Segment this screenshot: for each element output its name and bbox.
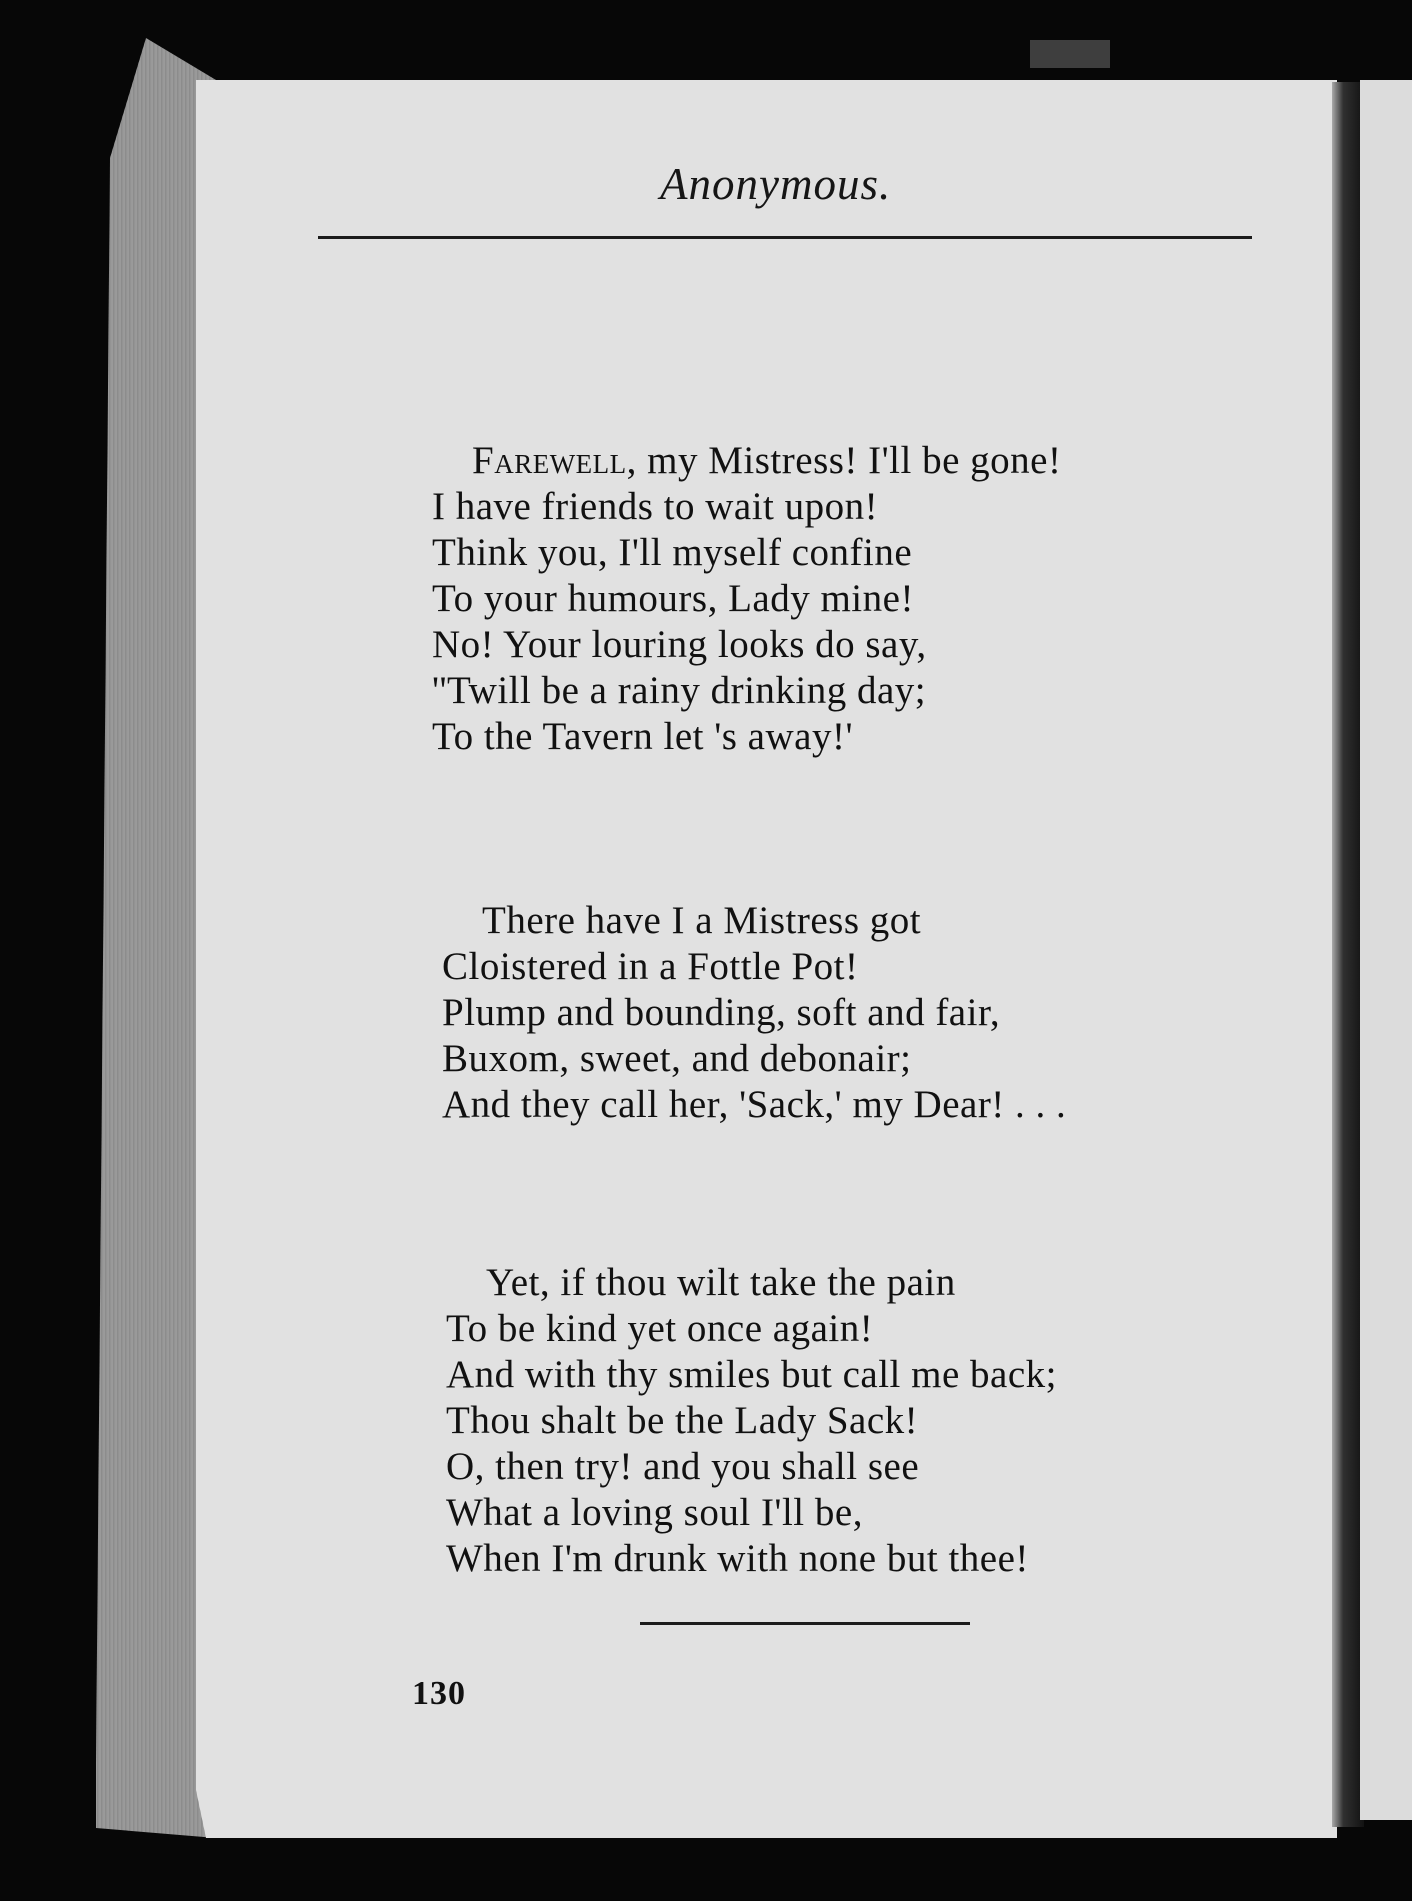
poem-line: Think you, I'll myself confine xyxy=(432,531,913,574)
running-head: Anonymous. xyxy=(660,159,892,209)
poem-line: I have friends to wait upon! xyxy=(432,485,879,528)
poem-line: O, then try! and you shall see xyxy=(446,1445,920,1488)
poem-line: To be kind yet once again! xyxy=(446,1307,874,1350)
stanza-3 xyxy=(446,1260,1057,1582)
poem-line: ''Twill be a rainy drinking day; xyxy=(432,669,927,712)
poem-line: To your humours, Lady mine! xyxy=(432,577,914,620)
scan-smudge xyxy=(1030,40,1110,68)
poem-line: Yet, if thou wilt take the pain xyxy=(486,1261,956,1304)
page-number: 130 xyxy=(412,1675,466,1712)
stanza-1 xyxy=(432,438,1061,760)
poem-line: And they call her, 'Sack,' my Dear! . . . xyxy=(442,1083,1067,1126)
poem-line: Cloistered in a Fottle Pot! xyxy=(442,945,859,988)
poem-line: Thou shalt be the Lady Sack! xyxy=(446,1399,919,1442)
poem-line: To the Tavern let 's away!' xyxy=(432,715,853,758)
poem-line xyxy=(432,438,1061,484)
header-rule xyxy=(318,236,1252,239)
poem-line: What a loving soul I'll be, xyxy=(446,1491,863,1534)
poem-line: Plump and bounding, soft and fair, xyxy=(442,991,1001,1034)
poem-line: There have I a Mistress got xyxy=(482,899,922,942)
poem-line: And with thy smiles but call me back; xyxy=(446,1353,1057,1396)
poem-end-rule xyxy=(640,1622,970,1625)
facing-page-edge xyxy=(1360,80,1412,1820)
stanza-2 xyxy=(442,898,1066,1128)
first-line-rest: my Mistress! I'll be gone! xyxy=(636,439,1062,482)
first-word-small-caps: Farewell, xyxy=(472,439,637,482)
poem-line: When I'm drunk with none but thee! xyxy=(446,1537,1029,1580)
poem-line: Buxom, sweet, and debonair; xyxy=(442,1037,912,1080)
poem-line: No! Your louring looks do say, xyxy=(432,623,927,666)
